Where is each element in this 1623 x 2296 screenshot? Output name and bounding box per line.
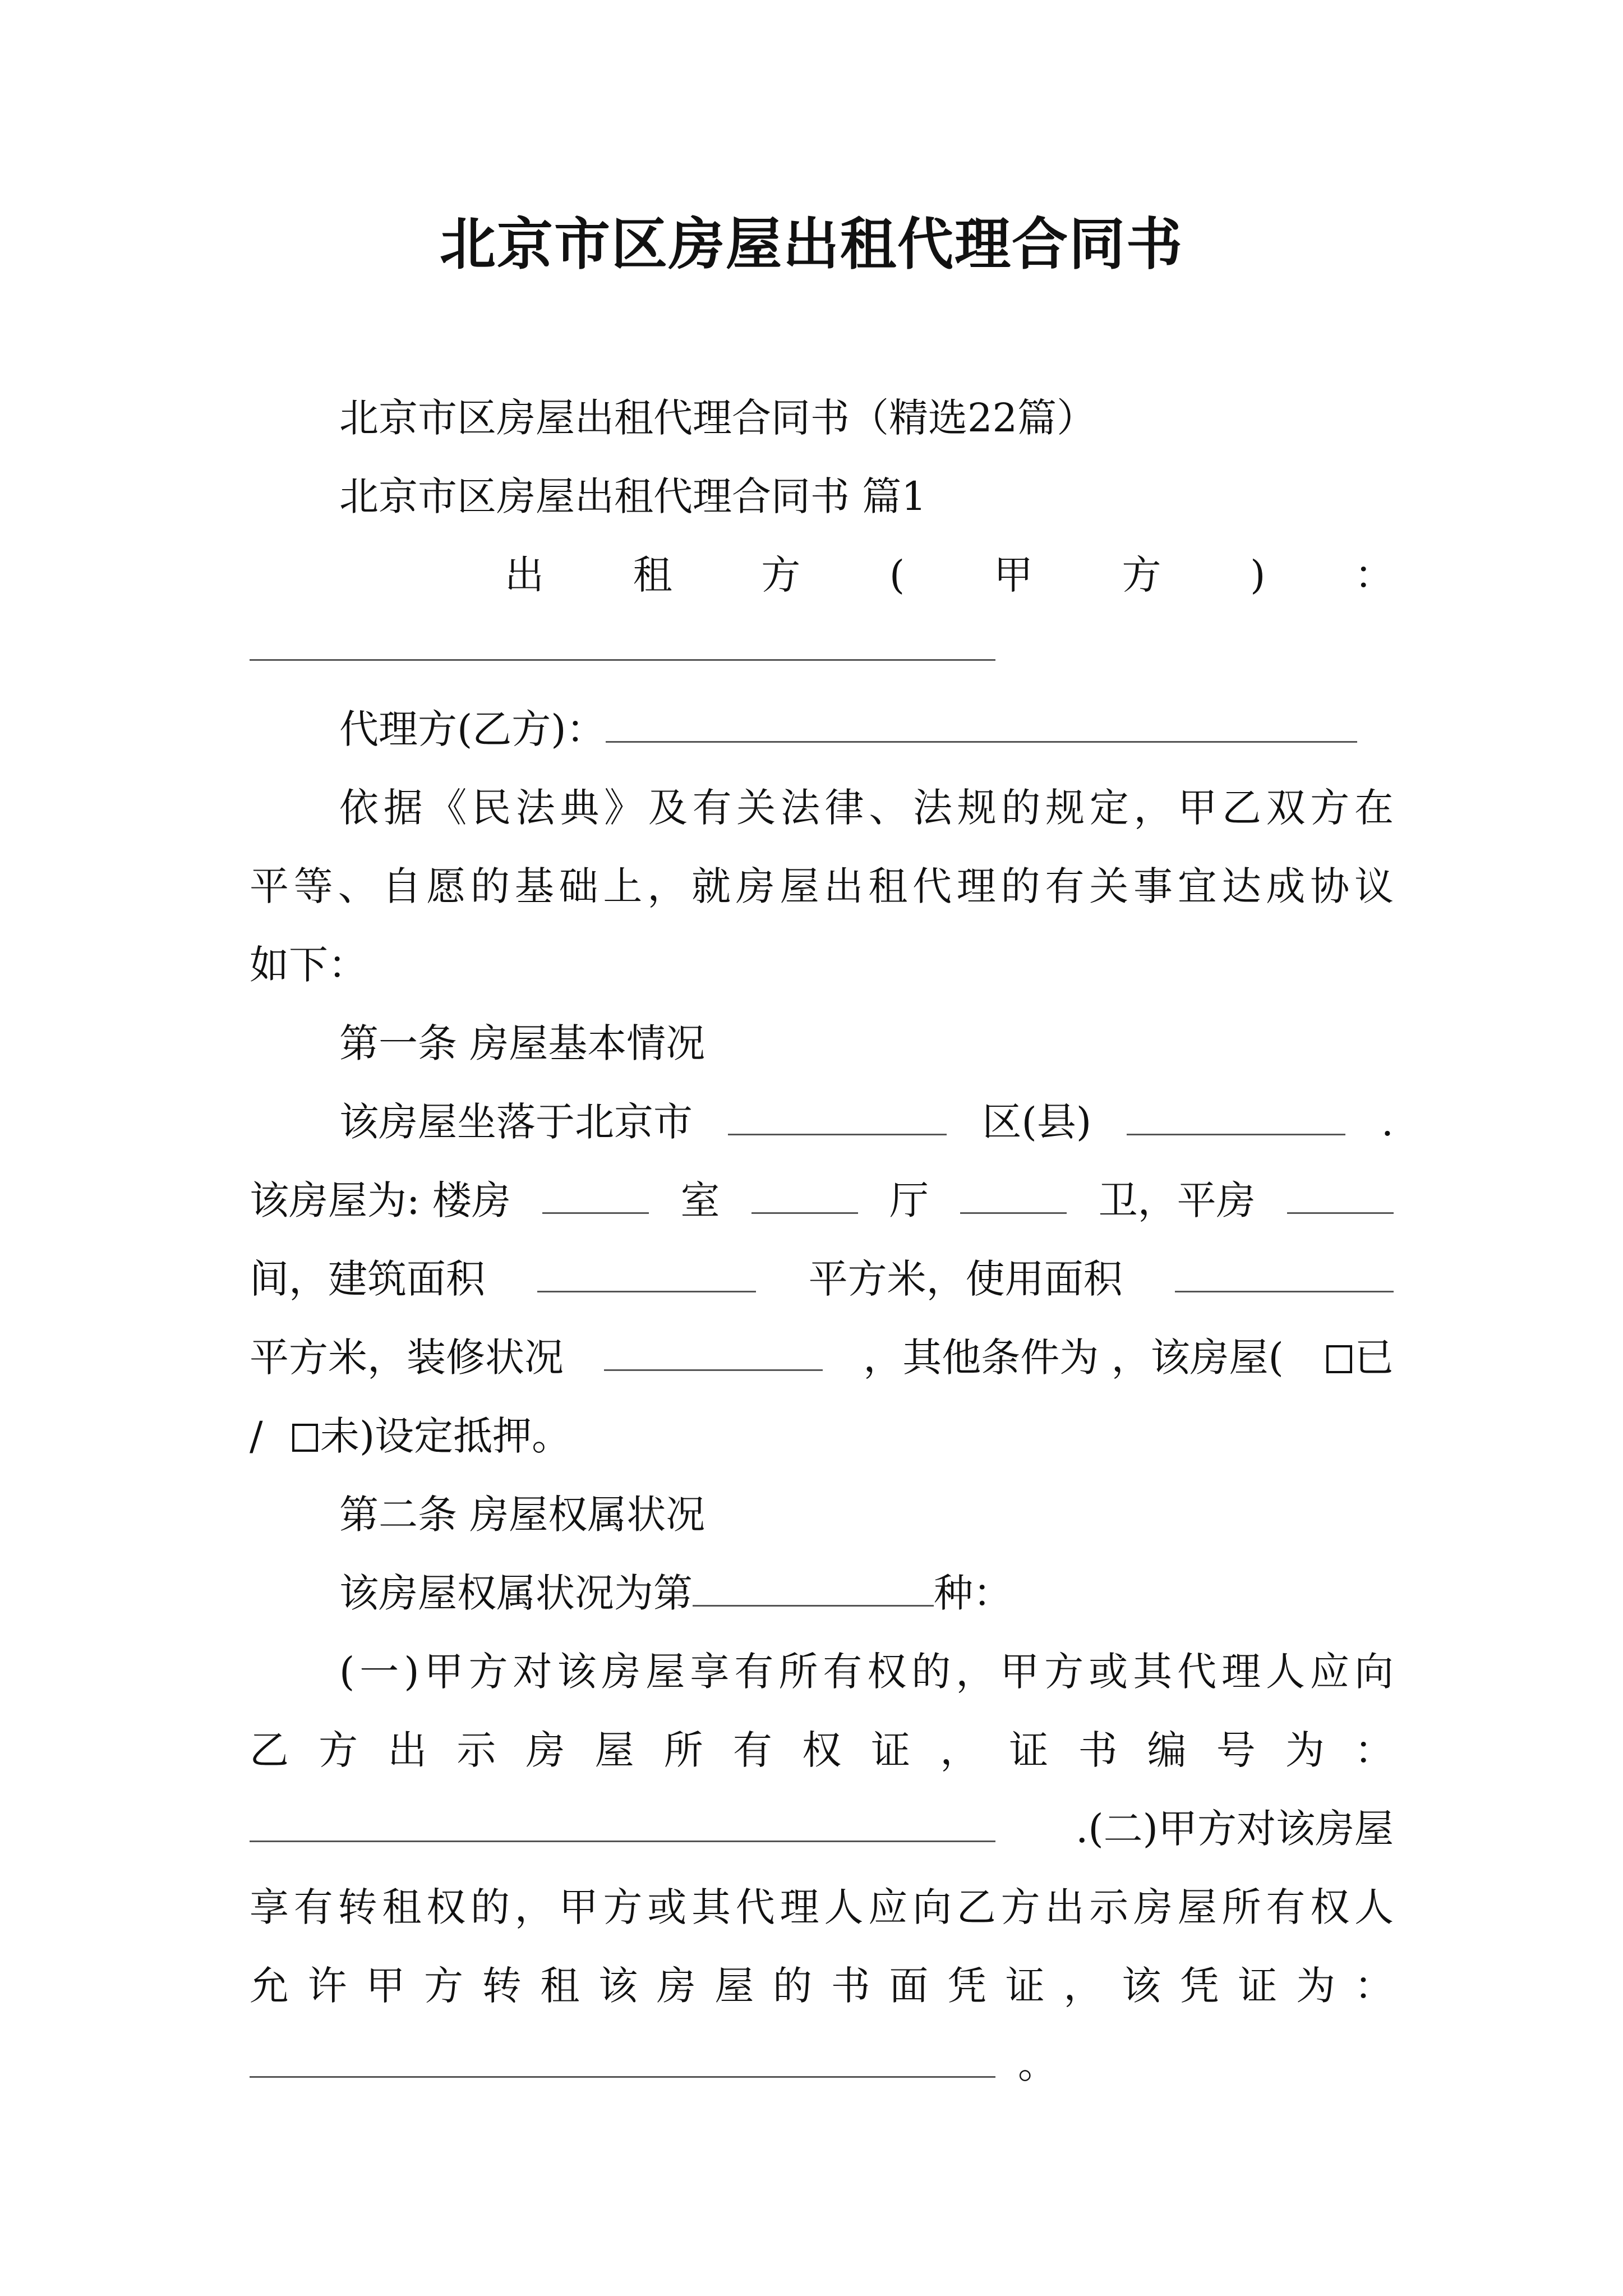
mortgaged-checkbox[interactable] (1326, 1345, 1352, 1373)
district-blank[interactable] (728, 1097, 947, 1135)
article-1-line-4 (250, 1329, 1394, 1386)
party-b-line (250, 701, 1394, 757)
party-b-label: 代理方(乙方)： (339, 706, 606, 752)
proof-prompt-char: 证 (1005, 1963, 1045, 2009)
proof-prompt-char: 证 (1238, 1963, 1278, 2009)
party-a-char: 租 (633, 552, 672, 598)
party-a-label (250, 547, 1394, 603)
usable-area-label: 平方米，使用面积 (808, 1256, 1123, 1302)
proof-prompt-char: 的 (773, 1963, 813, 2009)
party-a-char: ) (1250, 552, 1266, 598)
building-type-label: 该房屋为: 楼房 (250, 1177, 511, 1223)
floor-area-blank[interactable] (537, 1254, 756, 1292)
proof-prompt-char: 面 (889, 1963, 929, 2009)
certificate-prompt-char: 方 (319, 1727, 358, 1773)
certificate-prompt-char: 为 (1285, 1727, 1325, 1773)
certificate-prompt-char: 乙 (250, 1727, 289, 1773)
proof-prompt-char: 租 (540, 1963, 580, 2009)
rooms-blank[interactable] (542, 1175, 649, 1214)
usable-area-blank[interactable] (1175, 1254, 1394, 1292)
party-a-char: 方 (1122, 552, 1161, 598)
article-2-line-5: 享有转租权的，甲方或其代理人应向乙方出示房屋所有权人 (250, 1884, 1394, 1930)
ownership-type-label: 该房屋权属状况为第 (339, 1570, 693, 1616)
party-a-char: 方 (761, 552, 801, 598)
decoration-blank[interactable] (604, 1332, 823, 1371)
certificate-prompt-char: 号 (1216, 1727, 1256, 1773)
certificate-prompt-char: 所 (663, 1727, 703, 1773)
proof-prompt-char: 方 (424, 1963, 464, 2009)
halls-blank[interactable] (751, 1175, 858, 1214)
ownership-type-suffix: 种： (934, 1570, 1012, 1616)
not-mortgaged-checkbox[interactable] (292, 1424, 318, 1452)
ownership-type-blank[interactable] (693, 1568, 934, 1607)
proof-prompt-char: ： (1354, 1963, 1394, 2009)
baths-blank[interactable] (960, 1175, 1067, 1214)
proof-prompt-char: 凭 (947, 1963, 987, 2009)
certificate-prompt-char: 有 (732, 1727, 772, 1773)
party-a-char: ( (889, 552, 905, 598)
sublease-right-text: .(二)甲方对该房屋 (1076, 1806, 1394, 1852)
decoration-label: 平方米，装修状况 (250, 1335, 564, 1381)
article-2-line-1 (250, 1565, 1394, 1621)
certificate-prompt-char: 屋 (594, 1727, 634, 1773)
article-2-line-4 (250, 1801, 1394, 1857)
proof-prompt-char: 甲 (366, 1963, 405, 2009)
certificate-prompt-char: ： (1354, 1727, 1394, 1773)
bungalow-blank[interactable] (1287, 1175, 1394, 1214)
intro-line-2: 平等、自愿的基础上，就房屋出租代理的有关事宜达成协议 (250, 863, 1394, 909)
proof-prompt-char: 为 (1296, 1963, 1336, 2009)
district-name-blank[interactable] (1127, 1097, 1345, 1135)
proof-prompt-char: 房 (656, 1963, 696, 2009)
certificate-number-blank[interactable] (250, 1803, 995, 1842)
article-2-line-6 (250, 1958, 1394, 2014)
district-label: 区(县) (982, 1099, 1092, 1145)
intro-line-1: 依据《民法典》及有关法律、法规的规定，甲乙双方在 (339, 785, 1394, 831)
proof-prompt-char: 凭 (1179, 1963, 1219, 2009)
rooms-label: 室 (680, 1177, 720, 1223)
party-a-char: 出 (505, 552, 544, 598)
party-a-char: 甲 (993, 552, 1033, 598)
article-1-line-1 (250, 1094, 1394, 1150)
article-2-line-2: (一)甲方对该房屋享有所有权的，甲方或其代理人应向 (339, 1649, 1394, 1695)
mortgaged-label: 已 (1354, 1335, 1394, 1381)
end-mark: 。 (1018, 2041, 1057, 2087)
certificate-prompt-char: 权 (802, 1727, 841, 1773)
proof-prompt-char: 该 (1122, 1963, 1161, 2009)
certificate-prompt-char: 示 (457, 1727, 496, 1773)
article-2-line-7 (250, 2036, 1394, 2092)
certificate-prompt-char: ， (940, 1727, 980, 1773)
page-title: 北京市区房屋出租代理合同书 (440, 211, 1183, 277)
certificate-prompt-char: 证 (1009, 1727, 1049, 1773)
floor-area-label: 间，建筑面积 (250, 1256, 485, 1302)
certificate-prompt-char: 编 (1147, 1727, 1187, 1773)
article-1-line-2 (250, 1172, 1394, 1228)
party-a-char: ： (1354, 552, 1394, 598)
article-2-heading: 第二条 房屋权属状况 (339, 1492, 706, 1538)
certificate-prompt-char: 证 (871, 1727, 911, 1773)
location-label: 该房屋坐落于北京市 (339, 1099, 693, 1145)
halls-label: 厅 (889, 1177, 929, 1223)
article-2-line-3 (250, 1722, 1394, 1778)
article-1-line-3 (250, 1251, 1394, 1307)
slash: / (250, 1413, 263, 1459)
certificate-prompt-char: 出 (388, 1727, 427, 1773)
proof-prompt-char: 屋 (714, 1963, 754, 2009)
proof-prompt-char: ， (1063, 1963, 1103, 2009)
proof-prompt-char: 许 (307, 1963, 347, 2009)
subtitle: 北京市区房屋出租代理合同书（精选22篇） (339, 395, 1096, 441)
certificate-prompt-char: 书 (1078, 1727, 1118, 1773)
party-b-blank[interactable] (606, 704, 1357, 743)
section-heading: 北京市区房屋出租代理合同书 篇1 (339, 473, 926, 519)
period: . (1381, 1099, 1394, 1145)
article-1-line-5 (250, 1408, 1394, 1464)
party-a-blank[interactable] (250, 659, 995, 661)
proof-prompt-char: 书 (831, 1963, 870, 2009)
certificate-prompt-char: 房 (525, 1727, 565, 1773)
proof-prompt-char: 转 (482, 1963, 522, 2009)
not-mortgaged-label: 未)设定抵押。 (320, 1413, 571, 1459)
written-proof-blank[interactable] (250, 2039, 995, 2078)
article-1-heading: 第一条 房屋基本情况 (339, 1020, 706, 1066)
proof-prompt-char: 该 (598, 1963, 638, 2009)
other-conditions-label: ，其他条件为 ，该房屋( (863, 1335, 1284, 1381)
intro-line-3: 如下： (250, 942, 367, 988)
proof-prompt-char: 允 (250, 1963, 289, 2009)
baths-label: 卫，平房 (1098, 1177, 1256, 1223)
